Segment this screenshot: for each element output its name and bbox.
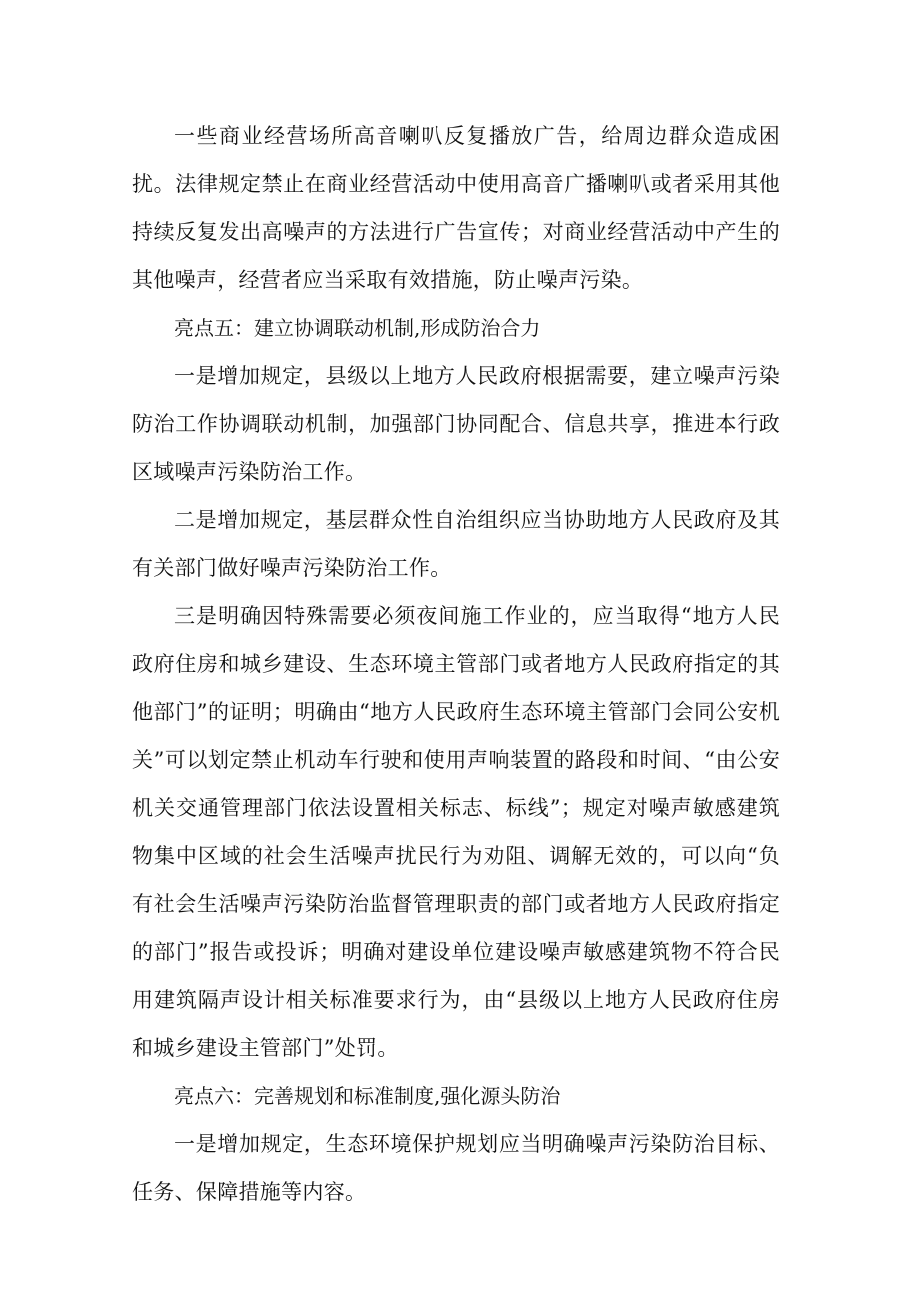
heading-highlight-five: 亮点五：建立协调联动机制,形成防治合力: [174, 316, 541, 340]
document-body: [132, 112, 780, 1216]
heading-highlight-six: 亮点六：完善规划和标准制度,强化源头防治: [174, 1084, 561, 1108]
paragraph-coordination-mechanism: 一是增加规定，县级以上地方人民政府根据需要，建立噪声污染防治工作协调联动机制，加强部门协同配合、信息共享，推进本行政区域噪声污染防治工作。: [132, 364, 780, 484]
paragraph-commercial-noise: 一些商业经营场所高音喇叭反复播放广告，给周边群众造成困扰。法律规定禁止在商业经营活动中使用高音广播喇叭或者采用其他持续反复发出高噪声的方法进行广告宣传；对商业经营活动中产生的其他噪声，经营者应当采取有效措施，防止噪声污染。: [132, 124, 780, 292]
paragraph-night-construction: 三是明确因特殊需要必须夜间施工作业的，应当取得“地方人民政府住房和城乡建设、生态环境主管部门或者地方人民政府指定的其他部门”的证明；明确由“地方人民政府生态环境主管部门会同公安机关”可以划定禁止机动车行驶和使用声响装置的路段和时间、“由公安机关交通管理部门依法设置相关标志、标线”；规定对噪声敏感建筑物集中区域的社会生活噪声扰民行为劝阻、调解无效的，可以向“负有社会生活噪声污染防治监督管理职责的部门或者地方人民政府指定的部门”报告或投诉；明确对建设单位建设噪声敏感建筑物不符合民用建筑隔声设计相关标准要求行为，由“县级以上地方人民政府住房和城乡建设主管部门”处罚。: [132, 604, 780, 1060]
paragraph-grassroots-organizations: 二是增加规定，基层群众性自治组织应当协助地方人民政府及其有关部门做好噪声污染防治工作。: [132, 508, 780, 580]
paragraph-planning: 一是增加规定，生态环境保护规划应当明确噪声污染防治目标、任务、保障措施等内容。: [132, 1132, 780, 1204]
